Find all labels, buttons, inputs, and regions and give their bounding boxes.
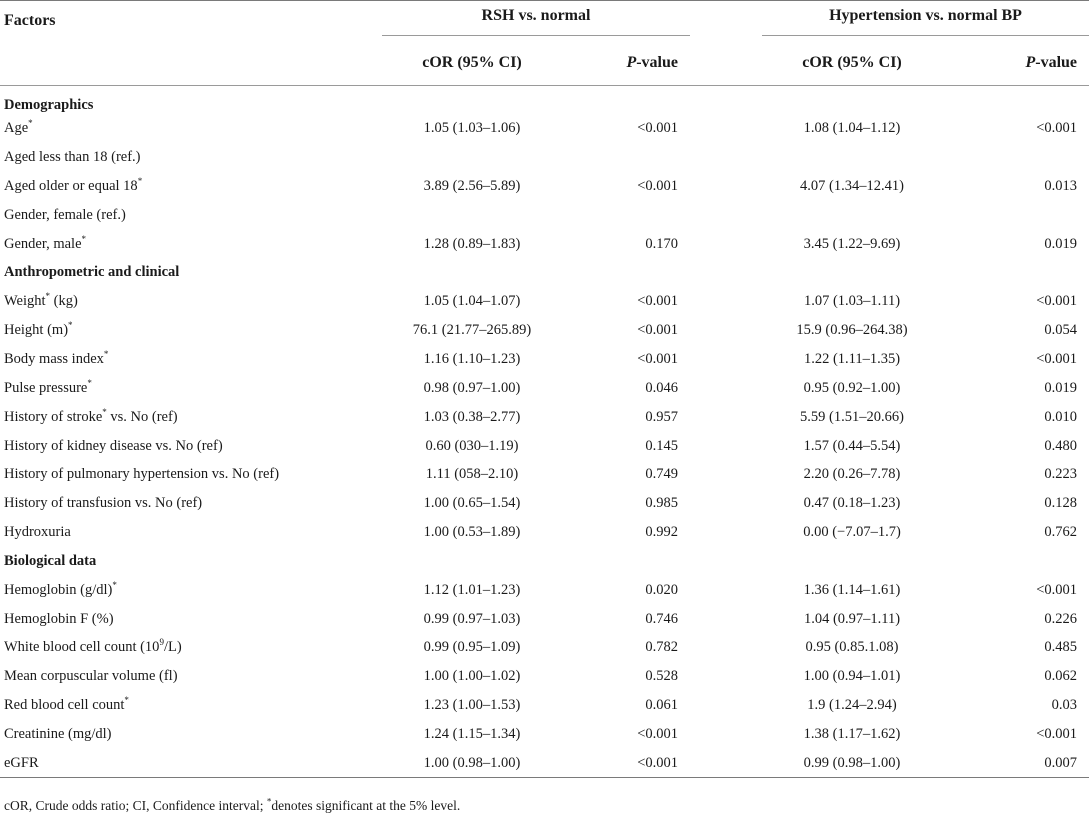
- factor-label: Aged older or equal 18: [4, 177, 138, 194]
- htn-cor-cell: 4.07 (1.34–12.41): [800, 177, 904, 194]
- htn-cor-cell: 1.57 (0.44–5.54): [803, 437, 901, 454]
- factor-cell: [0, 460, 382, 489]
- htn-cor-cell: 1.08 (1.04–1.12): [803, 120, 901, 137]
- spacer-cell: [690, 518, 762, 547]
- factor-cell: [0, 374, 382, 403]
- section-row: [0, 86, 1089, 115]
- factor-label: Gender, male: [4, 235, 82, 252]
- rsh-p-header: [562, 41, 690, 86]
- factor-cell: [0, 201, 382, 230]
- rsh-cor-cell: 0.99 (0.97–1.03): [423, 610, 521, 627]
- rsh-p-cell: 0.046: [645, 379, 678, 396]
- htn-group-rule: [762, 35, 1089, 36]
- factor-label: White blood cell count (10: [4, 639, 160, 656]
- rsh-cor-cell: 1.03 (0.38–2.77): [423, 408, 521, 425]
- table-row: [0, 489, 1089, 518]
- factor-label: Hydroxuria: [4, 524, 71, 541]
- factor-cell: [0, 114, 382, 143]
- factor-cell: [0, 489, 382, 518]
- htn-cor-cell: 0.95 (0.92–1.00): [803, 379, 901, 396]
- htn-cor-cell: 1.07 (1.03–1.11): [803, 293, 901, 310]
- rsh-cor-cell: 1.24 (1.15–1.34): [423, 725, 521, 742]
- table-footnote: [4, 798, 460, 814]
- table-row: [0, 720, 1089, 749]
- rsh-cor-cell: [382, 143, 562, 172]
- significance-marker: *: [112, 579, 117, 590]
- factor-cell: [0, 634, 382, 663]
- bottom-rule: [0, 778, 1089, 779]
- rsh-cor-header: cOR (95% CI): [382, 41, 562, 86]
- table-row: [0, 749, 1089, 778]
- htn-p-cell: 0.019: [1044, 235, 1078, 252]
- factor-cell: [0, 316, 382, 345]
- footnote-suffix: denotes significant at the 5% level.: [271, 798, 461, 813]
- rsh-p-cell: [562, 201, 690, 230]
- spacer-cell: [690, 749, 762, 778]
- htn-p-header: [942, 41, 1089, 86]
- factor-label: History of stroke: [4, 408, 103, 425]
- significance-marker: *: [68, 320, 73, 331]
- rsh-p-cell: 0.170: [645, 235, 678, 252]
- rsh-cor-cell: 1.05 (1.04–1.07): [423, 293, 521, 310]
- rsh-p-cell: 0.957: [645, 408, 678, 425]
- htn-cor-cell: 1.22 (1.11–1.35): [803, 351, 901, 368]
- factor-label: Gender, female (ref.): [4, 206, 126, 223]
- table-row: [0, 662, 1089, 691]
- htn-p-suffix: -value: [1035, 54, 1078, 71]
- footnote-prefix: cOR, Crude odds ratio; CI, Confidence interval;: [4, 798, 267, 813]
- spacer-cell: [690, 576, 762, 605]
- factor-cell: [0, 691, 382, 720]
- factor-label: Mean corpuscular volume (fl): [4, 668, 178, 685]
- htn-cor-cell: [762, 143, 942, 172]
- spacer-cell: [690, 432, 762, 461]
- htn-p-cell: 0.019: [1044, 379, 1078, 396]
- footnote-star: *: [266, 796, 272, 807]
- spacer-cell: [690, 345, 762, 374]
- rsh-cor-cell: 1.23 (1.00–1.53): [423, 697, 521, 714]
- htn-cor-cell: 1.38 (1.17–1.62): [803, 725, 901, 742]
- table-body: [0, 86, 1089, 778]
- rsh-p-cell: 0.746: [645, 610, 678, 627]
- htn-p-cell: 0.010: [1044, 408, 1078, 425]
- htn-p-cell: <0.001: [1036, 351, 1078, 368]
- factor-cell: [0, 287, 382, 316]
- table-row: [0, 345, 1089, 374]
- htn-p-cell: 0.223: [1044, 466, 1078, 483]
- spacer-cell: [690, 634, 762, 663]
- htn-p-cell: <0.001: [1036, 581, 1078, 598]
- rsh-p-cell: 0.528: [645, 668, 678, 685]
- section-row: [0, 547, 1089, 576]
- factor-cell: [0, 172, 382, 201]
- table-row: [0, 518, 1089, 547]
- rsh-cor-cell: 1.00 (1.00–1.02): [423, 668, 521, 685]
- rsh-p-cell: [562, 143, 690, 172]
- rsh-group-header: [382, 1, 690, 42]
- spacer-cell: [690, 720, 762, 749]
- section-label: Anthropometric and clinical: [4, 264, 180, 281]
- factor-label-suffix: (kg): [50, 293, 78, 310]
- htn-p-cell: 0.762: [1044, 524, 1078, 541]
- factor-label: Hemoglobin (g/dl): [4, 581, 113, 598]
- htn-p-cell: 0.485: [1044, 639, 1078, 656]
- table-row: [0, 691, 1089, 720]
- spacer-cell: [690, 691, 762, 720]
- table-row: [0, 576, 1089, 605]
- factor-label: Age: [4, 120, 29, 137]
- htn-p-cell: 0.007: [1044, 754, 1078, 771]
- rsh-p-italic: P: [626, 54, 637, 71]
- factor-cell: [0, 749, 382, 778]
- significance-marker: *: [137, 176, 143, 187]
- table-row: [0, 230, 1089, 259]
- spacer-cell: [690, 489, 762, 518]
- htn-cor-cell: 0.00 (−7.07–1.7): [803, 524, 901, 541]
- factor-cell: [0, 403, 382, 432]
- htn-group-label: Hypertension vs. normal BP: [829, 6, 1022, 24]
- factor-label-suffix: vs. No (ref): [106, 408, 178, 425]
- htn-cor-cell: [762, 201, 942, 230]
- htn-p-cell: 0.03: [1051, 697, 1078, 714]
- factor-cell: [0, 518, 382, 547]
- rsh-cor-cell: 1.05 (1.03–1.06): [423, 120, 521, 137]
- rsh-cor-cell: 0.60 (030–1.19): [425, 437, 519, 454]
- factor-label: Hemoglobin F (%): [4, 610, 114, 627]
- factor-cell: [0, 576, 382, 605]
- significance-marker: *: [28, 118, 33, 129]
- rsh-cor-cell: 0.98 (0.97–1.00): [423, 379, 521, 396]
- htn-cor-cell: 0.99 (0.98–1.00): [803, 754, 901, 771]
- table-row: [0, 460, 1089, 489]
- factor-label: History of pulmonary hypertension vs. No (ref): [4, 466, 280, 483]
- htn-cor-cell: 5.59 (1.51–20.66): [800, 408, 904, 425]
- htn-cor-cell: 0.47 (0.18–1.23): [803, 495, 901, 512]
- header-row-groups: [0, 1, 1089, 42]
- htn-p-cell: [942, 143, 1089, 172]
- htn-p-cell: 0.013: [1044, 177, 1078, 194]
- section-label: Biological data: [4, 552, 97, 569]
- rsh-cor-cell: 1.28 (0.89–1.83): [423, 235, 521, 252]
- rsh-cor-cell: 1.16 (1.10–1.23): [423, 351, 521, 368]
- rsh-p-cell: 0.061: [645, 697, 678, 714]
- header-spacer-2: [690, 41, 762, 86]
- spacer-cell: [690, 460, 762, 489]
- rsh-p-cell: <0.001: [637, 754, 678, 771]
- spacer-cell: [690, 143, 762, 172]
- factor-label: History of transfusion vs. No (ref): [4, 495, 203, 512]
- rsh-p-suffix: -value: [636, 54, 678, 71]
- significance-marker: *: [87, 378, 92, 389]
- htn-p-cell: 0.226: [1044, 610, 1078, 627]
- rsh-p-cell: <0.001: [637, 322, 678, 339]
- htn-p-cell: <0.001: [1036, 120, 1078, 137]
- spacer-cell: [690, 316, 762, 345]
- header-row-columns: [0, 41, 1089, 86]
- rsh-p-cell: 0.782: [645, 639, 678, 656]
- rsh-group-label: RSH vs. normal: [481, 6, 591, 24]
- table-row: [0, 201, 1089, 230]
- factor-cell: [0, 605, 382, 634]
- factor-label: Height (m): [4, 322, 69, 339]
- rsh-p-cell: 0.992: [645, 524, 678, 541]
- rsh-cor-cell: 0.99 (0.95–1.09): [423, 639, 521, 656]
- factor-label: Body mass index: [4, 351, 104, 368]
- htn-group-header: [762, 1, 1089, 42]
- spacer-cell: [690, 201, 762, 230]
- rsh-cor-cell: 3.89 (2.56–5.89): [423, 177, 521, 194]
- htn-p-cell: 0.128: [1044, 495, 1078, 512]
- factor-cell: [0, 720, 382, 749]
- significance-marker: *: [103, 349, 109, 360]
- rsh-p-cell: 0.145: [645, 437, 678, 454]
- significance-marker: *: [45, 291, 51, 302]
- factor-cell: [0, 662, 382, 691]
- table-row: [0, 374, 1089, 403]
- rsh-cor-cell: 1.11 (058–2.10): [425, 466, 519, 483]
- table-row: [0, 143, 1089, 172]
- rsh-cor-cell: 1.12 (1.01–1.23): [423, 581, 521, 598]
- htn-cor-header: cOR (95% CI): [762, 41, 942, 86]
- spacer-cell: [690, 374, 762, 403]
- htn-p-cell: <0.001: [1036, 293, 1078, 310]
- superscript: 9: [159, 637, 164, 648]
- table-row: [0, 634, 1089, 663]
- htn-p-cell: 0.480: [1044, 437, 1078, 454]
- factor-label-suffix: /L): [163, 639, 182, 656]
- htn-p-cell: 0.054: [1044, 322, 1078, 339]
- htn-p-cell: <0.001: [1036, 725, 1078, 742]
- spacer-cell: [690, 287, 762, 316]
- rsh-p-cell: <0.001: [637, 120, 678, 137]
- rsh-p-cell: <0.001: [637, 293, 678, 310]
- htn-cor-cell: 1.04 (0.97–1.11): [803, 610, 901, 627]
- htn-cor-cell: 1.36 (1.14–1.61): [803, 581, 901, 598]
- spacer-cell: [690, 172, 762, 201]
- section-label: Demographics: [4, 96, 94, 113]
- significance-marker: *: [124, 695, 129, 706]
- significance-marker: *: [81, 233, 87, 244]
- rsh-p-cell: <0.001: [637, 725, 678, 742]
- factor-label: Pulse pressure: [4, 379, 88, 396]
- rsh-cor-cell: [382, 201, 562, 230]
- header-spacer: [690, 1, 762, 42]
- table-row: [0, 172, 1089, 201]
- spacer-cell: [690, 230, 762, 259]
- htn-p-italic: P: [1025, 54, 1036, 71]
- factor-cell: [0, 432, 382, 461]
- spacer-cell: [690, 403, 762, 432]
- htn-cor-cell: 15.9 (0.96–264.38): [796, 322, 908, 339]
- table-bottom-rule-row: [0, 778, 1089, 779]
- factor-label: eGFR: [4, 754, 39, 771]
- rsh-cor-cell: 1.00 (0.65–1.54): [423, 495, 521, 512]
- htn-cor-cell: 0.95 (0.85.1.08): [805, 639, 899, 656]
- rsh-p-cell: 0.020: [645, 581, 678, 598]
- section-row: [0, 259, 1089, 288]
- htn-cor-cell: 3.45 (1.22–9.69): [803, 235, 901, 252]
- htn-cor-cell: 2.20 (0.26–7.78): [803, 466, 901, 483]
- rsh-group-rule: [382, 35, 690, 36]
- rsh-p-cell: 0.985: [645, 495, 678, 512]
- htn-p-cell: [942, 201, 1089, 230]
- table-row: [0, 114, 1089, 143]
- significance-marker: *: [102, 406, 107, 417]
- factor-cell: [0, 345, 382, 374]
- spacer-cell: [690, 662, 762, 691]
- rsh-cor-cell: 1.00 (0.53–1.89): [423, 524, 521, 541]
- htn-cor-cell: 1.9 (1.24–2.94): [807, 697, 897, 714]
- rsh-p-cell: 0.749: [645, 466, 678, 483]
- table-row: [0, 605, 1089, 634]
- spacer-cell: [690, 114, 762, 143]
- table-row: [0, 287, 1089, 316]
- factor-label: History of kidney disease vs. No (ref): [4, 437, 223, 454]
- htn-p-cell: 0.062: [1044, 668, 1078, 685]
- table-row: [0, 403, 1089, 432]
- factor-label: Creatinine (mg/dl): [4, 725, 112, 742]
- factors-header: Factors: [0, 1, 382, 42]
- rsh-p-cell: <0.001: [637, 351, 678, 368]
- rsh-p-cell: <0.001: [637, 177, 678, 194]
- table-row: [0, 432, 1089, 461]
- spacer-cell: [690, 605, 762, 634]
- rsh-cor-cell: 76.1 (21.77–265.89): [412, 322, 532, 339]
- rsh-cor-cell: 1.00 (0.98–1.00): [423, 754, 521, 771]
- factor-label: Aged less than 18 (ref.): [4, 149, 141, 166]
- table-row: [0, 316, 1089, 345]
- htn-cor-cell: 1.00 (0.94–1.01): [803, 668, 901, 685]
- factor-cell: [0, 230, 382, 259]
- factors-subheader-blank: [0, 41, 382, 86]
- factor-label: Weight: [4, 293, 46, 310]
- factor-label: Red blood cell count: [4, 697, 125, 714]
- factor-cell: [0, 143, 382, 172]
